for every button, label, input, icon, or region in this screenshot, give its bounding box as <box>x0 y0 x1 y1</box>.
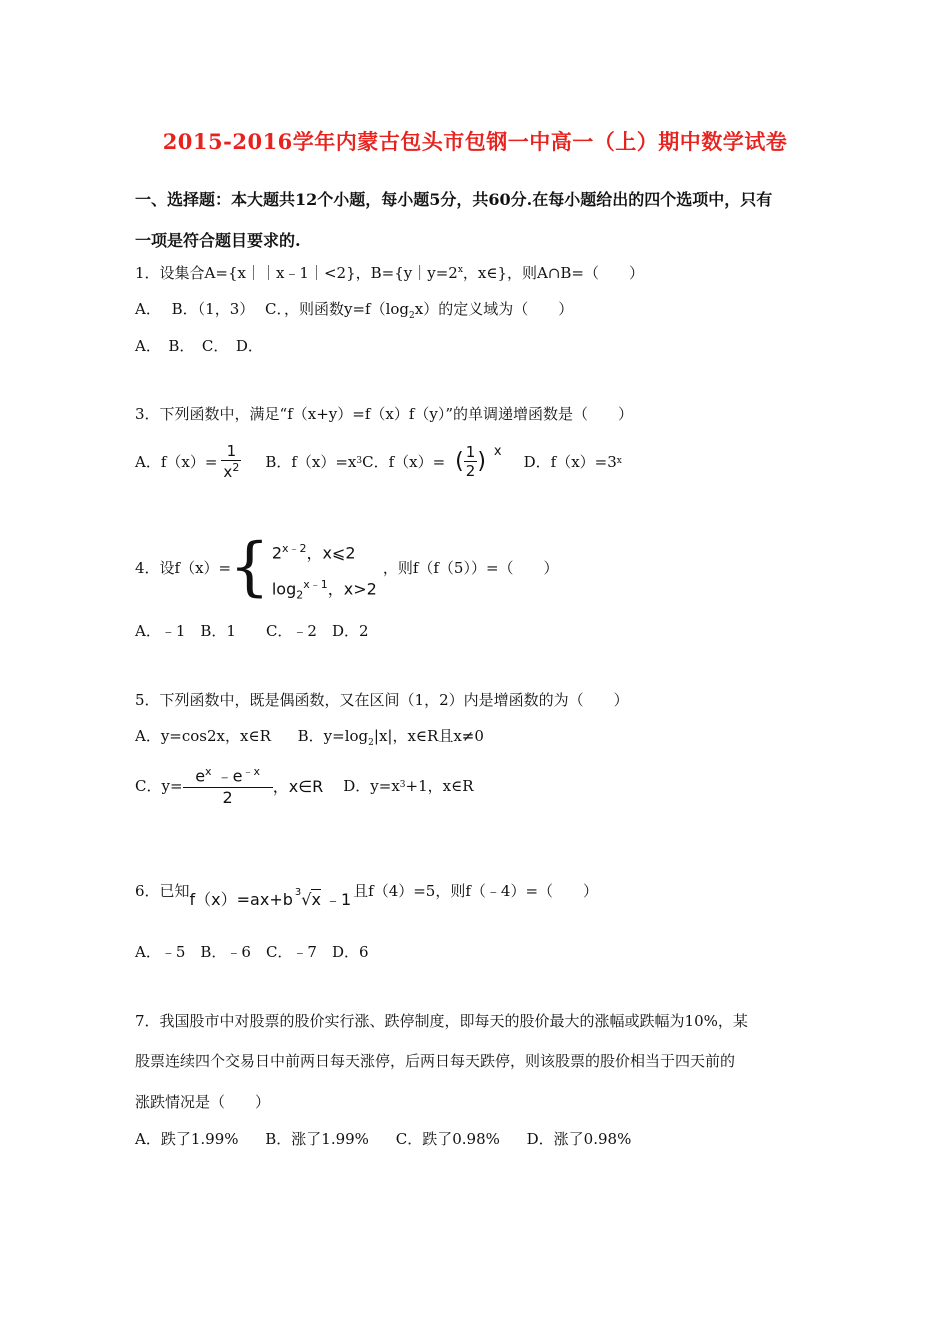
question-7-line3: 涨跌情况是（ ） <box>135 1093 271 1111</box>
question-7-line1: 7．我国股市中对股票的股价实行涨、跌停制度，即每天的股价最大的涨幅或跌幅为10%，某 <box>135 1012 748 1030</box>
question-6-stem: 6．已知 f（x）=ax+b $^3$√x ﹣1 且f（4）=5，则f（﹣4）=（ ） <box>135 881 599 909</box>
question-3-stem: 3．下列函数中，满足“f（x+y）=f（x）f（y）”的单调递增函数是（ ） <box>135 405 634 423</box>
left-brace-icon: { <box>229 530 270 604</box>
piecewise-cases: $2^{x﹣2}$，x⩽2 $\log_2^{x﹣1}$，x>2 <box>271 542 377 602</box>
fraction-a: $\frac{1}{x^2}$ <box>223 441 240 481</box>
fraction-c: $\frac{1}{2}$ <box>465 442 476 480</box>
question-1-stem: 1．设集合A={x｜｜x﹣1｜<2}，$B=\{y|y=2^x$，x∈}，则A∩B=（ ） <box>135 264 644 282</box>
section-heading-line1: 一、选择题：本大题共12个小题，每小题5分，共60分.在每小题给出的四个选项中，只有 <box>135 190 773 209</box>
question-7-line2: 股票连续四个交易日中前两日每天涨停，后两日每天跌停，则该股票的股价相当于四天前的 <box>135 1052 736 1070</box>
question-7-options: A．跌了1.99% B．涨了1.99% C．跌了0.98% D．涨了0.98% <box>135 1130 632 1148</box>
question-5-options-ab: A．y=cos2x，x∈R B．$y=\log_2|x|$，x∈R且x≠0 <box>135 727 484 748</box>
root-sign-icon: √ <box>301 889 312 909</box>
question-6-options: A．﹣5 B．﹣6 C．﹣7 D．6 <box>135 943 369 961</box>
question-2-options: A． B． C． D． <box>135 337 263 355</box>
question-5-options-cd: C．y= $\frac{e^x ﹣e^{﹣x}}{2}$ ，x∈R D．y=x 3 +1，x∈R <box>135 765 474 807</box>
question-4-stem: 4．设f（x）= { $2^{x﹣2}$，x⩽2 $\log_2^{x﹣1}$，x>2 ，则f（f（5））=（ ） <box>135 530 559 604</box>
fraction-exp: $\frac{e^x ﹣e^{﹣x}}{2}$ <box>183 763 273 806</box>
question-1-options: A． B．（1，3） C．，则函数$y=f(\log_2x)$的定义域为（ ） <box>135 300 574 321</box>
question-3-options: A．f（x）= $\frac{1}{x^2}$ B．f（x）=x 3 C．f（x）= ( $\frac{1}{2}$ ) x D．f（x）=3 x <box>135 441 622 481</box>
question-5-stem: 5．下列函数中，既是偶函数，又在区间（1，2）内是增函数的为（ ） <box>135 691 629 709</box>
function-formula: f（x）=ax+b $^3$√x ﹣1 <box>189 886 352 909</box>
section-heading-line2: 一项是符合题目要求的. <box>135 231 301 250</box>
question-4-options: A．﹣1 B．1 C．﹣2 D．2 <box>135 622 369 640</box>
page-title: 2015-2016学年内蒙古包头市包钢一中高一（上）期中数学试卷 <box>162 129 788 154</box>
